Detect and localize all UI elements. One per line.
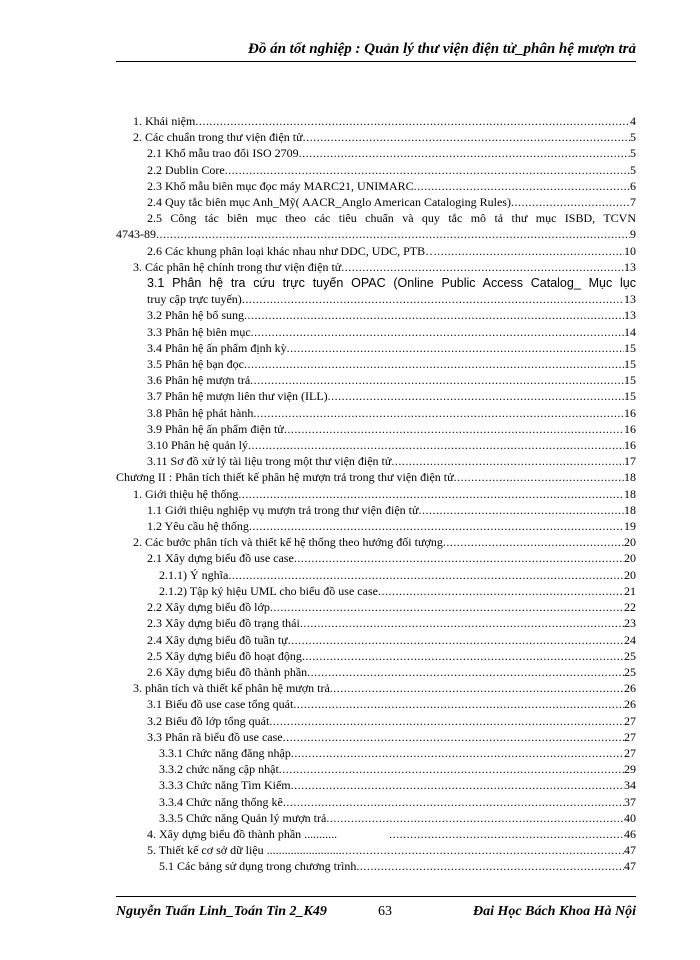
toc-leader-dots xyxy=(414,178,630,194)
toc-entry-page: 21 xyxy=(624,583,636,598)
toc-entry xyxy=(116,388,636,404)
toc-entry xyxy=(116,340,636,356)
toc-entry-title: 2.3 Khổ mẫu biên mục đọc máy MARC21, UNIMARC xyxy=(147,178,414,193)
toc-leader-dots xyxy=(302,648,624,664)
toc-leader-dots xyxy=(195,113,630,129)
toc-entry xyxy=(116,567,636,583)
toc-entry-page: 19 xyxy=(624,519,636,534)
toc-entry-page: 25 xyxy=(624,664,636,679)
toc-entry-page: 22 xyxy=(624,600,636,615)
toc-entry-title: 3.9 Phân hệ ấn phẩm điện tử xyxy=(147,421,284,436)
toc-entry xyxy=(116,259,636,275)
toc-entry-page: 24 xyxy=(624,632,636,647)
toc-entry-title: 3.7 Phân hệ mượn liên thư viện (ILL) xyxy=(147,389,328,404)
toc-entry xyxy=(116,794,636,810)
toc-entry-title: 2.2 Xây dựng biểu đồ lớp xyxy=(147,600,270,615)
toc-entry-title: 3.2 Phân hệ bổ sung xyxy=(147,308,244,323)
toc-entry-title: 3.6 Phân hệ mượn trả xyxy=(147,373,251,388)
toc-entry-page: 20 xyxy=(624,535,636,550)
toc-leader-dots xyxy=(307,664,624,680)
toc-entry-title: 3.1 Phân hệ tra cứu trực tuyến OPAC (Online Public Access Catalog_ Mục lục xyxy=(147,276,636,291)
toc-entry-title: 2.1.1) Ý nghĩa xyxy=(159,567,229,582)
toc-leader-dots xyxy=(342,842,624,858)
toc-entry-page: 23 xyxy=(624,616,636,631)
toc-entry xyxy=(116,858,636,874)
page-footer xyxy=(116,903,636,921)
toc-entry-title: 1. Khái niệm xyxy=(133,114,196,128)
table-of-contents xyxy=(116,113,636,875)
toc-entry xyxy=(116,810,636,826)
toc-leader-dots xyxy=(283,729,624,745)
toc-entry-page: 14 xyxy=(624,324,636,339)
toc-entry-page: 26 xyxy=(624,681,636,696)
toc-entry xyxy=(116,226,636,242)
toc-entry xyxy=(116,534,636,550)
toc-entry-title: 1.1 Giới thiệu nghiệp vụ mượn trả trong thư viện điện tử xyxy=(147,502,419,517)
toc-leader-dots xyxy=(391,453,624,469)
toc-entry-title: 3.11 Sơ đồ xử lý tài liệu trong một thư viện điện tử xyxy=(147,454,392,469)
toc-entry xyxy=(116,680,636,696)
toc-leader-dots xyxy=(300,615,624,631)
page-header: Đồ án tốt nghiệp : Quản lý thư viện điện tử_phân hệ mượn trả xyxy=(248,41,636,57)
toc-entry-title: 2.1 Xây dựng biểu đồ use case xyxy=(147,551,294,566)
toc-entry-title: 3.4 Phân hệ ấn phẩm định kỳ xyxy=(147,340,287,355)
toc-leader-dots xyxy=(244,307,624,323)
toc-entry xyxy=(116,696,636,712)
toc-entry-title: 3.3 Phân rã biểu đồ use case xyxy=(147,729,283,744)
toc-leader-dots xyxy=(454,469,624,485)
toc-entry xyxy=(116,453,636,469)
toc-entry-page: 7 xyxy=(630,195,636,210)
toc-entry-page: 34 xyxy=(624,778,636,793)
toc-entry xyxy=(116,583,636,599)
toc-leader-dots xyxy=(244,356,624,372)
toc-leader-dots xyxy=(299,145,630,161)
toc-leader-dots xyxy=(330,680,624,696)
toc-leader-dots xyxy=(250,372,624,388)
toc-entry-title: 3.8 Phân hệ phát hành xyxy=(147,405,254,420)
toc-leader-dots xyxy=(288,632,624,648)
toc-entry-title: 3.3.1 Chức năng đăng nhập xyxy=(159,745,291,760)
toc-leader-dots xyxy=(248,437,624,453)
toc-leader-dots xyxy=(341,259,624,275)
toc-entry xyxy=(116,599,636,615)
toc-entry-title: 3.10 Phân hệ quản lý xyxy=(147,438,248,453)
toc-entry xyxy=(116,486,636,502)
toc-entry-page: 9 xyxy=(630,227,636,242)
toc-entry xyxy=(116,615,636,631)
toc-entry-title: 2.1.2) Tập ký hiệu UML cho biểu đồ use case xyxy=(159,583,378,598)
toc-entry xyxy=(116,178,636,194)
toc-entry xyxy=(116,713,636,729)
toc-entry xyxy=(116,162,636,178)
toc-entry-page: 13 xyxy=(624,259,636,274)
toc-leader-dots xyxy=(270,599,624,615)
toc-entry xyxy=(116,826,636,842)
toc-entry-page: 18 xyxy=(624,486,636,501)
toc-entry xyxy=(116,502,636,518)
toc-entry-page: 17 xyxy=(624,454,636,469)
toc-entry-title: 1.2 Yêu cầu hệ thống xyxy=(147,519,249,534)
toc-entry-page: 16 xyxy=(624,438,636,453)
toc-entry xyxy=(116,761,636,777)
toc-leader-dots xyxy=(287,340,624,356)
toc-leader-dots xyxy=(251,324,624,340)
toc-leader-dots xyxy=(249,518,624,534)
toc-entry-title: 3.3.4 Chức năng thống kê xyxy=(159,794,283,809)
toc-entry-title: 3. Các phân hệ chính trong thư viện điện tử xyxy=(133,259,342,274)
toc-entry xyxy=(116,777,636,793)
toc-entry-page: 5 xyxy=(630,162,636,177)
toc-entry xyxy=(116,469,636,485)
toc-leader-dots xyxy=(291,745,624,761)
toc-entry-title: 2.6 Các khung phân loại khác nhau như DDC, UDC, PTB… xyxy=(147,243,438,258)
toc-entry-page: 16 xyxy=(624,405,636,420)
toc-entry xyxy=(116,632,636,648)
toc-leader-dots xyxy=(511,194,630,210)
toc-entry xyxy=(116,307,636,323)
toc-leader-dots xyxy=(303,129,630,145)
toc-entry-title: 2.1 Khổ mẫu trao đổi ISO 2709 xyxy=(147,146,299,161)
toc-entry-title: 1. Giới thiệu hệ thống xyxy=(133,486,239,501)
toc-entry-page: 13 xyxy=(624,292,636,307)
toc-entry-page: 47 xyxy=(624,859,636,874)
toc-entry-title: truy cập trực tuyến) xyxy=(147,292,242,307)
toc-entry-page: 25 xyxy=(624,648,636,663)
toc-entry-page: 29 xyxy=(624,762,636,777)
toc-leader-dots xyxy=(284,421,624,437)
toc-leader-dots xyxy=(328,388,624,404)
toc-leader-dots xyxy=(337,826,624,842)
toc-leader-dots xyxy=(228,567,624,583)
toc-entry-page: 37 xyxy=(624,794,636,809)
toc-entry-page: 15 xyxy=(624,389,636,404)
toc-entry xyxy=(116,745,636,761)
toc-entry xyxy=(116,113,636,129)
toc-entry-page: 26 xyxy=(624,697,636,712)
toc-leader-dots xyxy=(238,486,624,502)
toc-entry xyxy=(116,550,636,566)
toc-leader-dots xyxy=(294,550,624,566)
toc-entry-title: 2.4 Xây dựng biểu đồ tuần tự xyxy=(147,632,288,647)
toc-leader-dots xyxy=(269,713,624,729)
toc-entry-title: 3.1 Biểu đồ use case tổng quát xyxy=(147,697,294,712)
toc-entry-title: 2.3 Xây dựng biểu đồ trạng thái xyxy=(147,616,300,631)
toc-entry xyxy=(116,372,636,388)
toc-entry xyxy=(116,145,636,161)
toc-leader-dots xyxy=(437,243,624,259)
toc-entry xyxy=(116,648,636,664)
toc-entry-page: 18 xyxy=(624,470,636,485)
toc-leader-dots xyxy=(242,291,624,307)
toc-entry-page: 5 xyxy=(630,130,636,145)
toc-entry-title: 3.5 Phân hệ bạn đọc xyxy=(147,357,244,372)
toc-entry xyxy=(116,518,636,534)
toc-entry-title: 3. phân tích và thiết kế phân hệ mượn trả xyxy=(133,681,330,696)
toc-entry xyxy=(116,405,636,421)
toc-entry-page: 40 xyxy=(624,810,636,825)
toc-leader-dots xyxy=(419,502,625,518)
toc-leader-dots xyxy=(356,858,624,874)
footer-page-number: 63 xyxy=(378,904,392,919)
toc-entry-page: 15 xyxy=(624,357,636,372)
toc-entry-page: 15 xyxy=(624,340,636,355)
toc-entry-page: 20 xyxy=(624,551,636,566)
toc-leader-dots xyxy=(326,810,624,826)
toc-entry xyxy=(116,421,636,437)
toc-entry-title: 4. Xây dựng biểu đồ thành phần ........... xyxy=(147,826,338,841)
toc-entry xyxy=(116,275,636,291)
toc-entry-page: 27 xyxy=(624,729,636,744)
footer-rule xyxy=(116,896,636,897)
toc-leader-dots xyxy=(443,534,624,550)
toc-entry-title: 3.3.3 Chức năng Tìm Kiếm xyxy=(159,778,291,793)
toc-entry xyxy=(116,243,636,259)
toc-leader-dots xyxy=(291,777,624,793)
toc-entry xyxy=(116,664,636,680)
toc-entry-page: 4 xyxy=(630,114,636,128)
toc-entry xyxy=(116,210,636,226)
toc-entry-title: 2.5 Xây dựng biểu đồ hoạt động xyxy=(147,648,302,663)
toc-leader-dots xyxy=(293,696,624,712)
toc-entry-page: 15 xyxy=(624,373,636,388)
toc-entry xyxy=(116,842,636,858)
toc-entry xyxy=(116,729,636,745)
toc-entry-title: 3.2 Biểu đồ lớp tổng quát xyxy=(147,713,270,728)
toc-entry-page: 6 xyxy=(630,178,636,193)
footer-author: Nguyễn Tuấn Linh_Toán Tin 2_K49 xyxy=(116,904,327,919)
toc-entry-title: 2.4 Quy tắc biên mục Anh_Mỹ( AACR_Anglo American Cataloging Rules) xyxy=(147,195,511,210)
toc-entry-title: Chương II : Phân tích thiết kế phân hệ mượn trả trong thư viện điện tử xyxy=(116,470,454,485)
toc-entry-title: 2. Các bước phân tích và thiết kế hệ thống theo hướng đối tượng xyxy=(133,535,443,550)
toc-entry xyxy=(116,356,636,372)
toc-entry-title: 5.1 Các bảng sử dụng trong chương trình xyxy=(159,859,357,874)
toc-entry-title: 4743-89 xyxy=(116,227,156,242)
toc-leader-dots xyxy=(283,794,624,810)
toc-entry-page: 47 xyxy=(624,843,636,858)
toc-entry xyxy=(116,324,636,340)
toc-entry-title: 3.3 Phân hệ biên mục xyxy=(147,324,251,339)
toc-entry-title: 2. Các chuẩn trong thư viện điện tử xyxy=(133,130,303,145)
toc-leader-dots xyxy=(225,162,630,178)
toc-leader-dots xyxy=(378,583,624,599)
toc-entry-title: 2.5 Công tác biên mục theo các tiêu chuẩn và quy tắc mô tả thư mục ISBD, TCVN xyxy=(147,211,636,226)
toc-entry-page: 16 xyxy=(624,421,636,436)
toc-entry-page: 27 xyxy=(624,713,636,728)
header-rule xyxy=(116,61,636,62)
toc-entry-title: 3.3.2 chức năng cập nhật xyxy=(159,762,279,777)
toc-leader-dots xyxy=(156,226,630,242)
toc-leader-dots xyxy=(253,405,624,421)
toc-entry-title: 3.3.5 Chức năng Quản lý mượn trả xyxy=(159,810,327,825)
toc-entry-page: 5 xyxy=(630,146,636,161)
toc-entry-page: 46 xyxy=(624,826,636,841)
toc-entry-page: 18 xyxy=(624,502,636,517)
toc-entry-title: 2.6 Xây dựng biểu đồ thành phần xyxy=(147,664,308,679)
toc-entry xyxy=(116,437,636,453)
toc-entry xyxy=(116,194,636,210)
toc-leader-dots xyxy=(279,761,624,777)
footer-school: Đai Học Bách Khoa Hà Nội xyxy=(473,904,636,919)
toc-entry-page: 27 xyxy=(624,745,636,760)
toc-entry-page: 20 xyxy=(624,567,636,582)
toc-entry-title: 2.2 Dublin Core xyxy=(147,162,225,177)
toc-entry-page: 13 xyxy=(624,308,636,323)
toc-entry-page: 10 xyxy=(624,243,636,258)
toc-entry-title: 5. Thiết kế cơ sở dữ liệu ......................... xyxy=(147,843,342,858)
toc-entry xyxy=(116,129,636,145)
toc-entry xyxy=(116,291,636,307)
